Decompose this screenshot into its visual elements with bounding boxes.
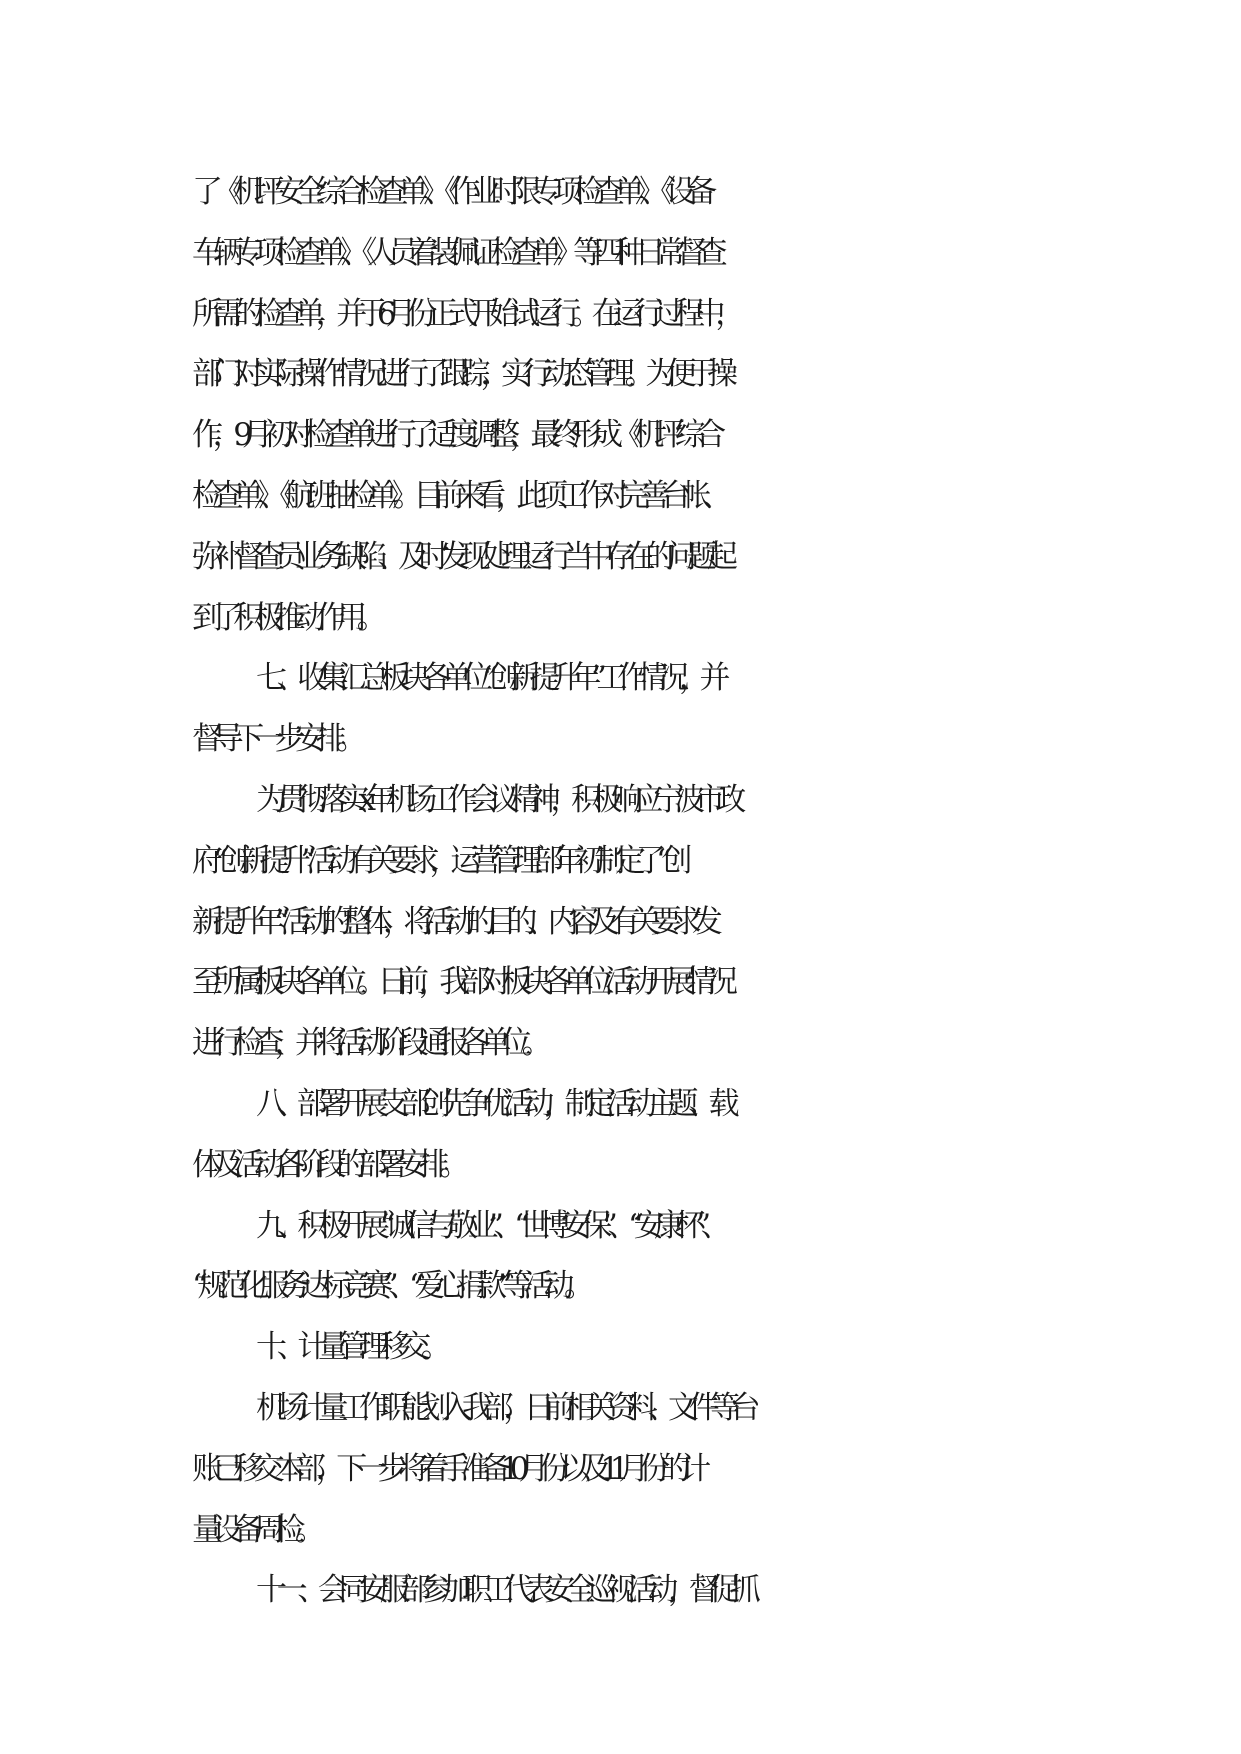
text-line: 进行检查，并将活动阶段通报各单位。	[192, 1025, 543, 1062]
text-line: 府“创新提升”活动有关要求，运营管理部年初制定了“创	[192, 842, 683, 879]
text-line: 七、收集汇总板块各单位“创新提升年”工作情况，并	[256, 660, 721, 697]
text-line: 了《机坪安全综合检查单》、《作业时限专项检查单》、《设备	[192, 174, 707, 210]
body-text	[192, 162, 1052, 1621]
text-line: 九、积极开展“诚信与敬业”、“世博安保”、“安康杯”、	[256, 1207, 722, 1244]
text-line: 检查单》、《航班抽检单》。目前来看，此项工作对完善台帐、	[192, 477, 723, 514]
text-line: 车辆专项检查单》、《人员着装佩证检查单》等四种日常督查	[192, 234, 718, 271]
text-line: “规范化服务达标竞赛”、“爱心捐款”等活动。	[192, 1268, 585, 1305]
text-line: 为贯彻落实 x 年机场工作会议精神，积极响应宁波市政	[256, 781, 736, 818]
text-line: 弥补督查员业务缺陷、及时发现处理运行当中存在的问题起	[192, 538, 728, 575]
text-line: 十、计量管理移交。	[256, 1329, 442, 1366]
text-line: 部门对实际操作情况进行了跟踪，实行动态管理。为便于操	[192, 356, 728, 393]
text-line: 量设备周检。	[192, 1511, 316, 1548]
text-line: 机场计量工作职能划入我部，日前相关资料、文件等台	[256, 1389, 751, 1426]
text-line: 新提升年”活动的整体，将活动的目的、内容及有关要求发	[192, 903, 713, 940]
text-line: 十一、会同安服部参加职工代表安全巡视活动，督促抓	[256, 1572, 751, 1609]
text-line: 至所属板块各单位。日前，我部对板块各单位活动开展情况	[192, 964, 728, 1001]
text-line: 八、 部署开展支部创先争优活动，制定活动主题、载	[256, 1085, 730, 1122]
text-line: 账已移交本部，下一步将着手准备 10 月份以及 11 月份的计	[192, 1450, 701, 1487]
text-line: 所需的检查单，并于 6 月份正式开始试运行。在运行过程中，	[192, 295, 736, 332]
text-line: 体及活动各阶段的部署安排。	[192, 1146, 460, 1183]
text-line: 督导下一步安排。	[192, 721, 357, 758]
text-line: 到了积极推动作用。	[192, 599, 378, 636]
text-line: 作，9 月初对检查单进行了适度调整，最终形成《机坪综合	[192, 417, 716, 454]
